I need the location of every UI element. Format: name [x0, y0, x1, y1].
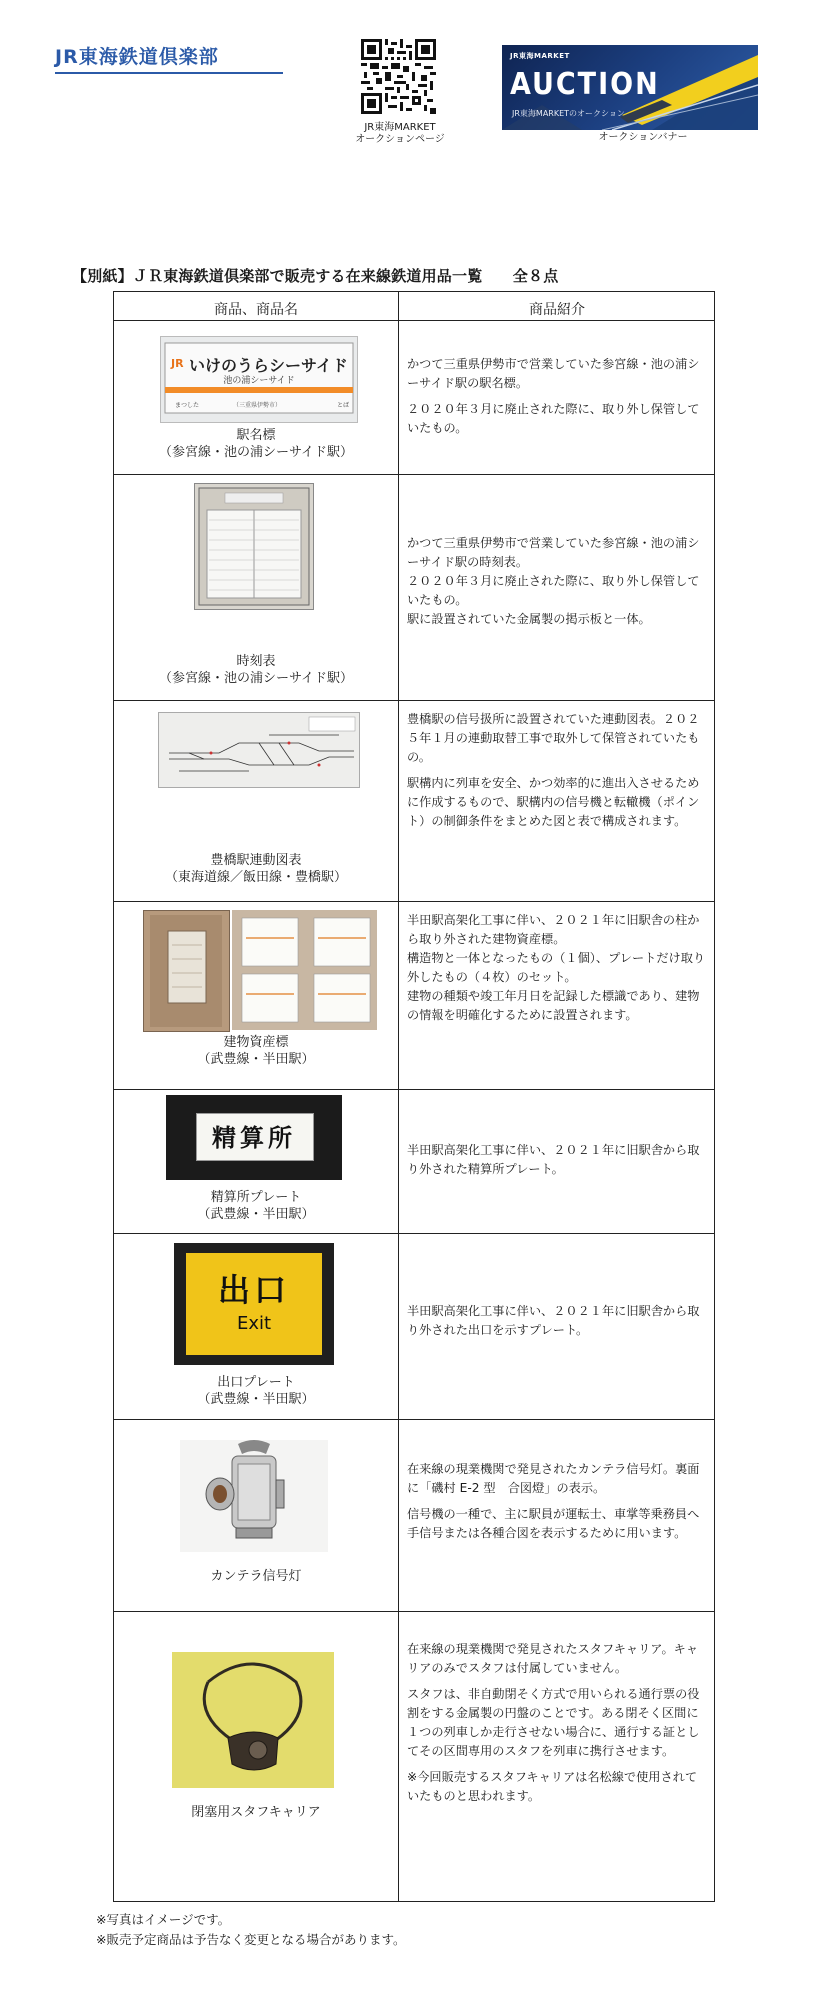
qr-code[interactable] — [361, 39, 436, 114]
product-title: 建物資産標 — [223, 1035, 289, 1050]
svg-text:とば: とば — [337, 402, 350, 409]
document-title: 【別紙】ＪＲ東海鉄道倶楽部で販売する在来線鉄道用品一覧 全８点 — [72, 267, 559, 285]
exit-plate-photo — [174, 1243, 334, 1365]
product-name — [114, 1189, 398, 1223]
table-column-divider — [398, 291, 399, 1902]
product-title: 時刻表 — [236, 654, 276, 669]
product-name — [114, 427, 398, 461]
station-sign-text: いけのうらシーサイド — [189, 356, 348, 375]
interlocking-chart-photo — [158, 712, 360, 788]
table-header-description: 商品紹介 — [529, 302, 585, 318]
table-row-divider — [113, 1233, 715, 1234]
product-name — [114, 1374, 398, 1408]
staff-carrier-photo — [172, 1652, 334, 1788]
svg-text:JR: JR — [171, 357, 184, 370]
product-description — [407, 534, 707, 629]
description-paragraph: かつて三重県伊勢市で営業していた参宮線・池の浦シーサイド駅の駅名標。 — [407, 357, 700, 390]
product-title: 駅名標 — [236, 428, 276, 443]
qr-caption-line2: オークションページ — [355, 134, 445, 145]
product-description — [407, 355, 707, 445]
product-line: （武豊線・半田駅） — [197, 1392, 315, 1407]
description-paragraph: 豊橋駅の信号扱所に設置されていた連動図表。２０２５年１月の連動取替工事で取外して保管されていたもの。 — [407, 712, 700, 764]
exit-plate-text: 出口 — [217, 1271, 290, 1309]
product-title: カンテラ信号灯 — [210, 1569, 302, 1584]
logo-text: JR東海鉄道倶楽部 — [55, 46, 219, 68]
product-name — [114, 1568, 398, 1585]
product-line: （参宮線・池の浦シーサイド駅） — [158, 445, 354, 460]
product-name — [114, 653, 398, 687]
banner-subtitle: JR東海MARKETのオークション — [512, 109, 625, 118]
table-row-divider — [113, 901, 715, 902]
banner-caption: オークションバナー — [598, 132, 688, 143]
description-paragraph: ２０２０年３月に廃止された際に、取り外し保管していたもの。 — [407, 402, 700, 435]
station-sign-subtext: 池の浦シーサイド — [223, 376, 295, 386]
footnotes — [96, 1910, 405, 1950]
description-paragraph: 信号機の一種で、主に駅員が運転士、車掌等乗務員へ手信号または各種合図を表示するために用います。 — [407, 1507, 700, 1540]
table-row-divider — [113, 320, 715, 321]
description-paragraph: 構造物と一体となったもの（１個）、プレートだけ取り外したもの（４枚）のセット。 — [407, 951, 706, 984]
building-asset-plates-photo — [232, 910, 377, 1030]
description-paragraph: 建物の種類や竣工年月日を記録した標識であり、建物の情報を明確化するために設置されます。 — [407, 989, 700, 1022]
fare-adjustment-plate-photo — [166, 1095, 342, 1180]
table-row-divider — [113, 1089, 715, 1090]
product-description — [407, 1640, 707, 1813]
table-header-product: 商品、商品名 — [214, 302, 298, 318]
auction-banner[interactable] — [502, 45, 758, 130]
product-title: 豊橋駅連動図表 — [210, 853, 302, 868]
description-paragraph: 半田駅高架化工事に伴い、２０２１年に旧駅舎の柱から取り外された建物資産標。 — [407, 913, 700, 946]
banner-tag: JR東海MARKET — [510, 52, 570, 60]
building-asset-post-photo — [143, 910, 230, 1032]
footnote: ※販売予定商品は予告なく変更となる場合があります。 — [96, 1932, 406, 1947]
product-title: 精算所プレート — [210, 1190, 302, 1205]
product-description — [407, 1302, 707, 1347]
logo-underline — [55, 72, 283, 74]
qr-caption — [330, 122, 470, 146]
product-title: 出口プレート — [217, 1375, 295, 1390]
product-name — [114, 852, 398, 886]
product-line: （武豊線・半田駅） — [197, 1052, 315, 1067]
svg-text:（三重県伊勢市）: （三重県伊勢市） — [232, 402, 282, 409]
product-name — [114, 1034, 398, 1068]
station-sign-photo — [160, 336, 358, 423]
svg-text:まつした: まつした — [175, 402, 200, 409]
product-description — [407, 911, 707, 1025]
table-row-divider — [113, 1611, 715, 1612]
qr-caption-line1: JR東海MARKET — [364, 122, 436, 133]
timetable-photo — [194, 483, 314, 610]
fare-adjustment-plate-text: 精算所 — [212, 1124, 296, 1152]
jr-central-railway-club-logo — [55, 46, 283, 76]
lantern-signal-photo — [180, 1440, 328, 1552]
description-paragraph: 駅構内に列車を安全、かつ効率的に進出入させるために作成するもので、駅構内の信号機と転轍機（ポイント）の制御条件をまとめた図と表で構成されます。 — [407, 776, 700, 828]
product-name — [114, 1804, 398, 1821]
description-paragraph: 半田駅高架化工事に伴い、２０２１年に旧駅舎から取り外された精算所プレート。 — [407, 1143, 700, 1176]
description-paragraph: 在来線の現業機関で発見されたカンテラ信号灯。裏面に「磯村 E-2 型 合図燈」の表示。 — [407, 1462, 700, 1495]
product-description — [407, 1460, 707, 1550]
description-paragraph: ２０２０年３月に廃止された際に、取り外し保管していたもの。 — [407, 574, 700, 607]
product-line: （東海道線／飯田線・豊橋駅） — [164, 870, 347, 885]
banner-title: AUCTION — [510, 67, 660, 102]
table-row-divider — [113, 474, 715, 475]
exit-plate-subtext: Exit — [236, 1313, 272, 1334]
description-paragraph: かつて三重県伊勢市で営業していた参宮線・池の浦シーサイド駅の時刻表。 — [407, 536, 700, 569]
footnote: ※写真はイメージです。 — [96, 1912, 231, 1927]
table-row-divider — [113, 700, 715, 701]
description-paragraph: 駅に設置されていた金属製の掲示板と一体。 — [407, 612, 651, 626]
product-line: （武豊線・半田駅） — [197, 1207, 315, 1222]
description-paragraph: スタフは、非自動閉そく方式で用いられる通行票の役割をする金属製の円盤のことです。ある閉そく区間に１つの列車しか走行させない場合に、通行する証としてその区間専用のスタフを列車に携行させます。 — [407, 1687, 700, 1758]
description-paragraph: ※今回販売するスタフキャリアは名松線で使用されていたものと思われます。 — [407, 1770, 698, 1803]
table-row-divider — [113, 1419, 715, 1420]
product-title: 閉塞用スタフキャリア — [191, 1805, 321, 1820]
product-description — [407, 710, 707, 838]
description-paragraph: 半田駅高架化工事に伴い、２０２１年に旧駅舎から取り外された出口を示すプレート。 — [407, 1304, 700, 1337]
description-paragraph: 在来線の現業機関で発見されたスタフキャリア。キャリアのみでスタフは付属していません。 — [407, 1642, 699, 1675]
product-line: （参宮線・池の浦シーサイド駅） — [158, 671, 354, 686]
product-description — [407, 1141, 707, 1186]
